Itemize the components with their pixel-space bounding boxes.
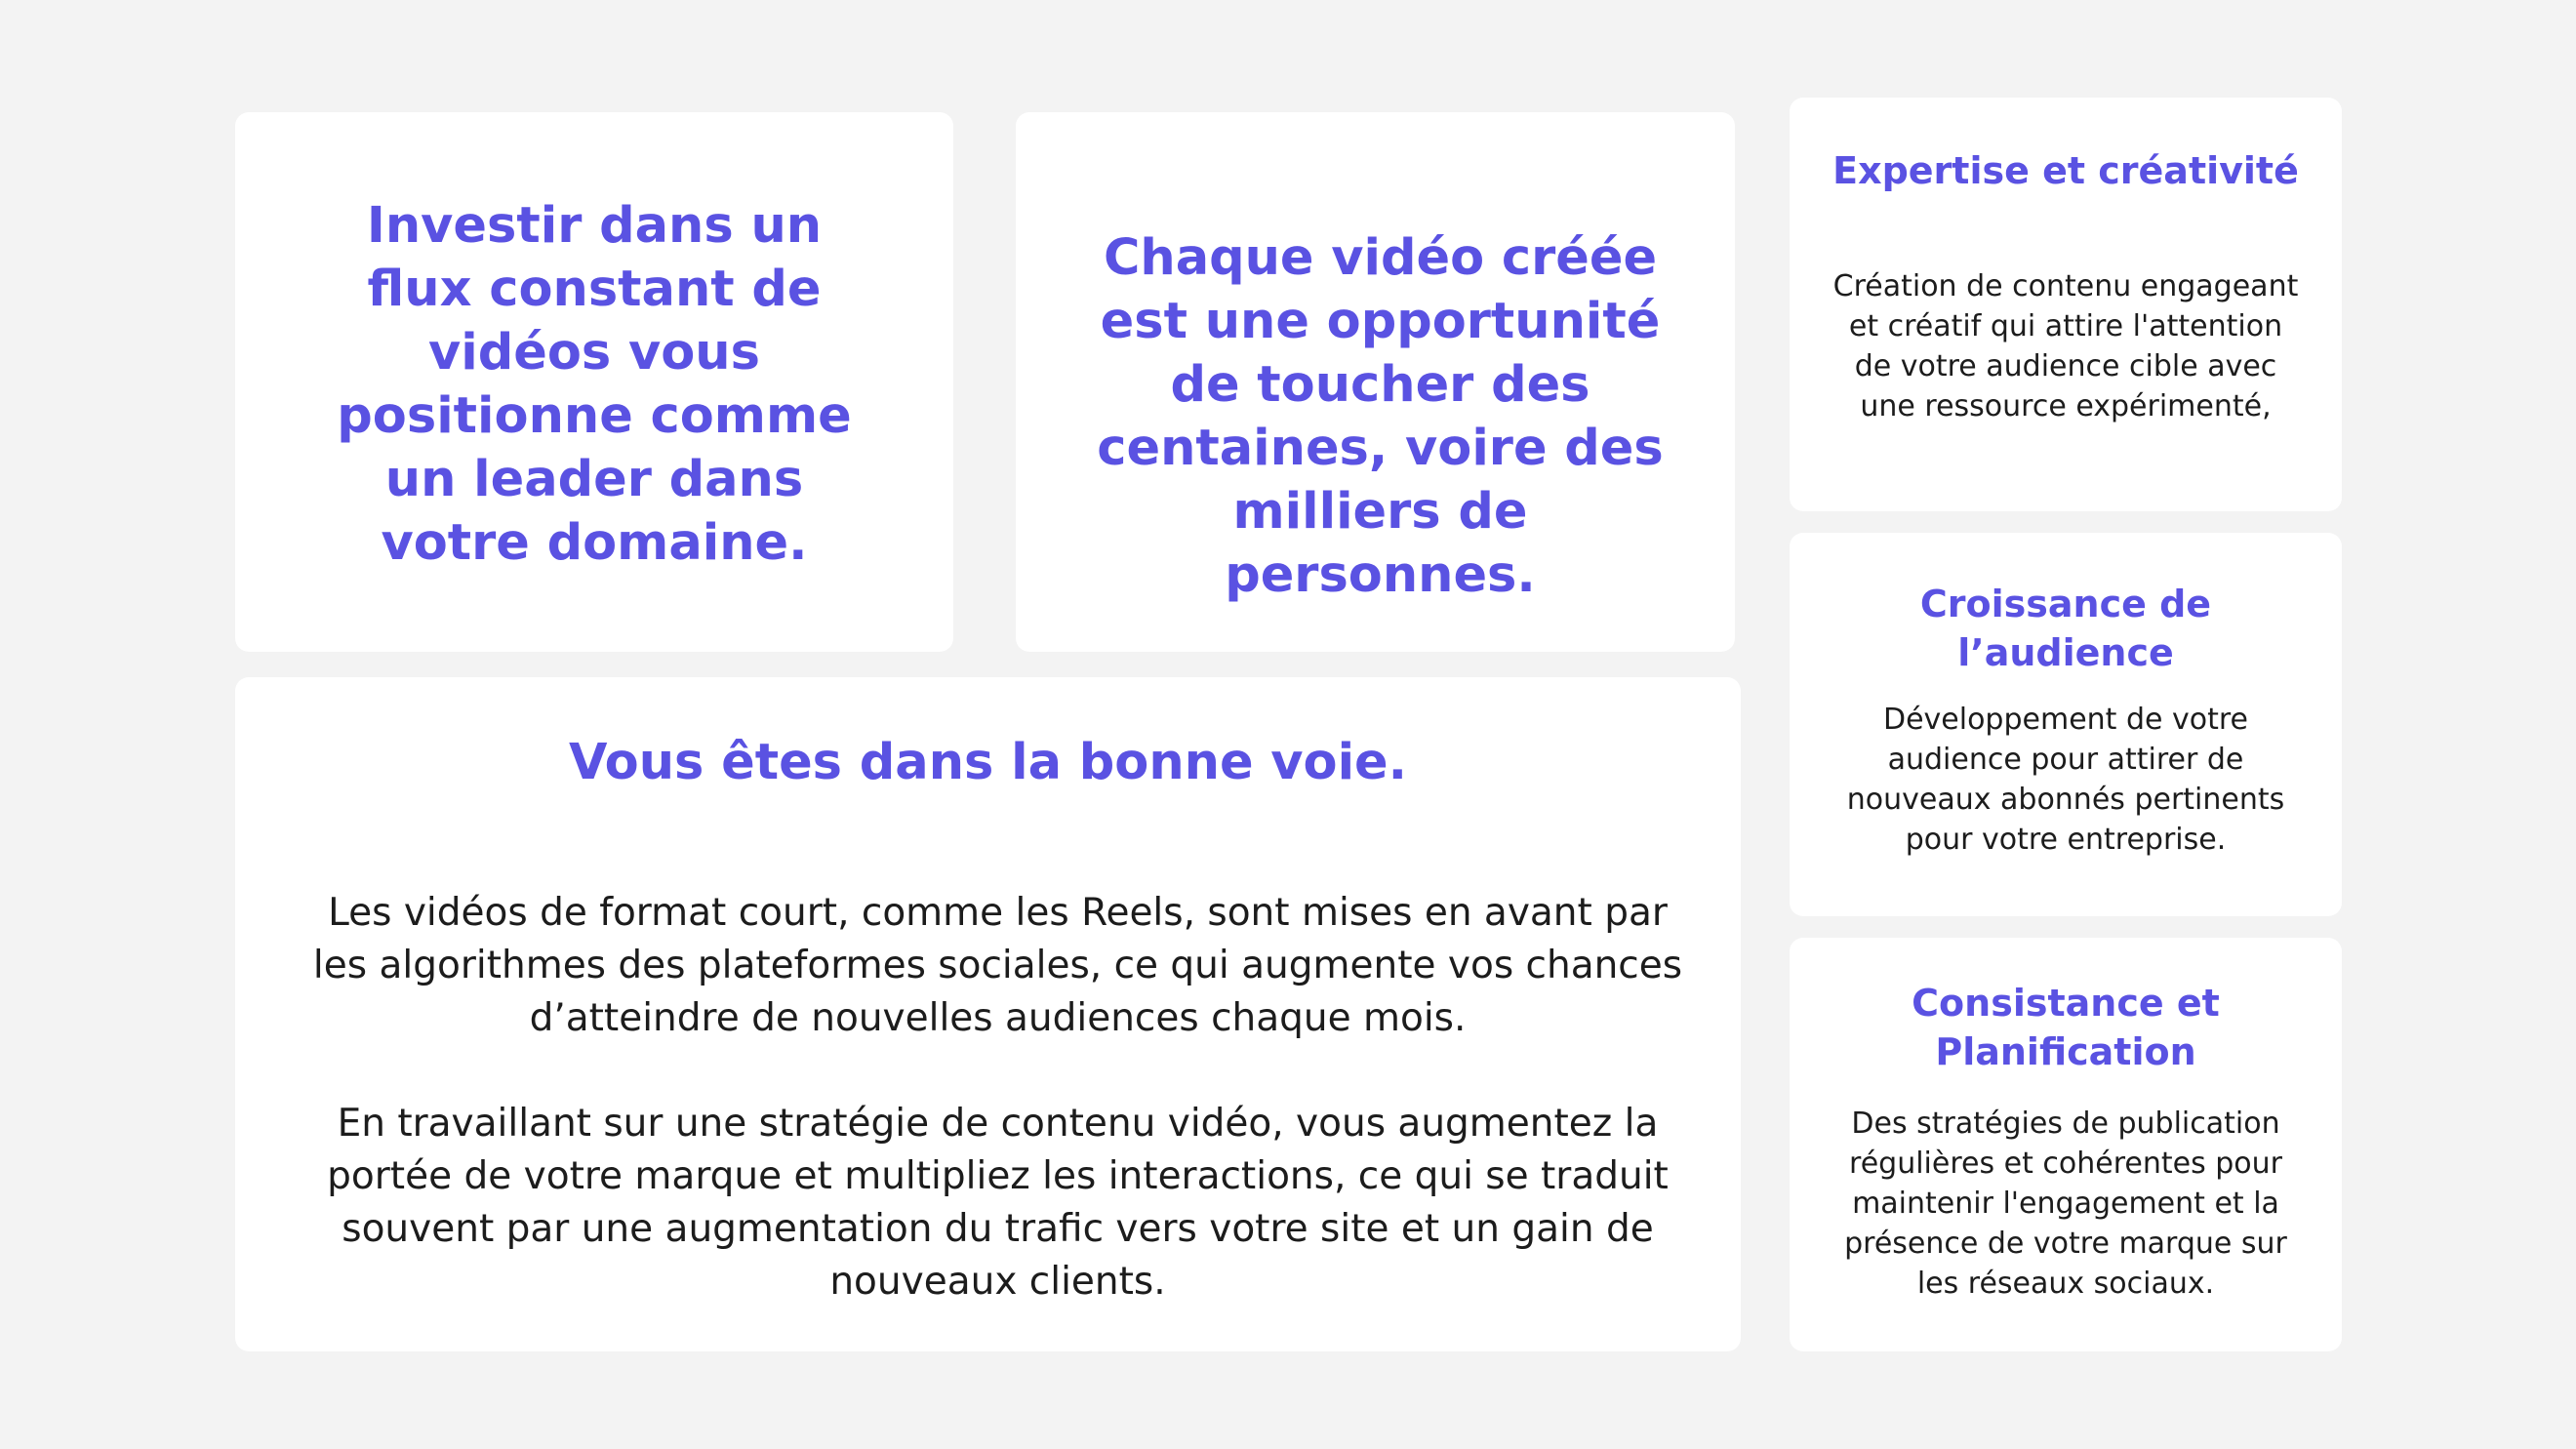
main-info-card — [235, 677, 1741, 1351]
feature-card-expertise — [1790, 98, 2342, 511]
feature-expertise-title: Expertise et créativité — [1832, 149, 2299, 192]
feature-card-audience — [1790, 533, 2342, 916]
feature-consistency-title: Consistance et Planification — [1912, 982, 2220, 1073]
feature-audience-description: Développement de votre audience pour attirer de nouveaux abonnés pertinents pour votre entreprise. — [1846, 703, 2285, 857]
feature-expertise-description: Création de contenu engageant et créatif qui attire l'attention de votre audience cible avec une ressource expérimenté, — [1832, 269, 2299, 423]
feature-audience-title: Croissance de l’audience — [1919, 583, 2212, 674]
quote-card-investment — [235, 112, 953, 652]
quote-card-opportunity — [1016, 112, 1735, 652]
quote-opportunity-text: Chaque vidéo créée est une opportunité de toucher des centaines, voire des milliers de personnes. — [1097, 229, 1664, 604]
feature-card-consistency — [1790, 938, 2342, 1351]
main-info-paragraph-strategy: En travaillant sur une stratégie de contenu vidéo, vous augmentez la portée de votre marque et multipliez les interactions, ce qui se traduit souvent par une augmentation du trafic vers votre site et un gain de nouveaux clients. — [327, 1102, 1669, 1304]
quote-investment-text: Investir dans un flux constant de vidéos vous positionne comme un leader dans votre domaine. — [337, 197, 852, 572]
main-info-paragraph-reels: Les vidéos de format court, comme les Reels, sont mises en avant par les algorithmes des plateformes sociales, ce qui augmente vos chances d’atteindre de nouvelles audiences chaque mois. — [312, 891, 1683, 1040]
main-info-title: Vous êtes dans la bonne voie. — [568, 734, 1408, 791]
feature-consistency-description: Des stratégies de publication régulières et cohérentes pour maintenir l'engagement et la présence de votre marque sur les réseaux sociaux. — [1844, 1107, 2287, 1301]
